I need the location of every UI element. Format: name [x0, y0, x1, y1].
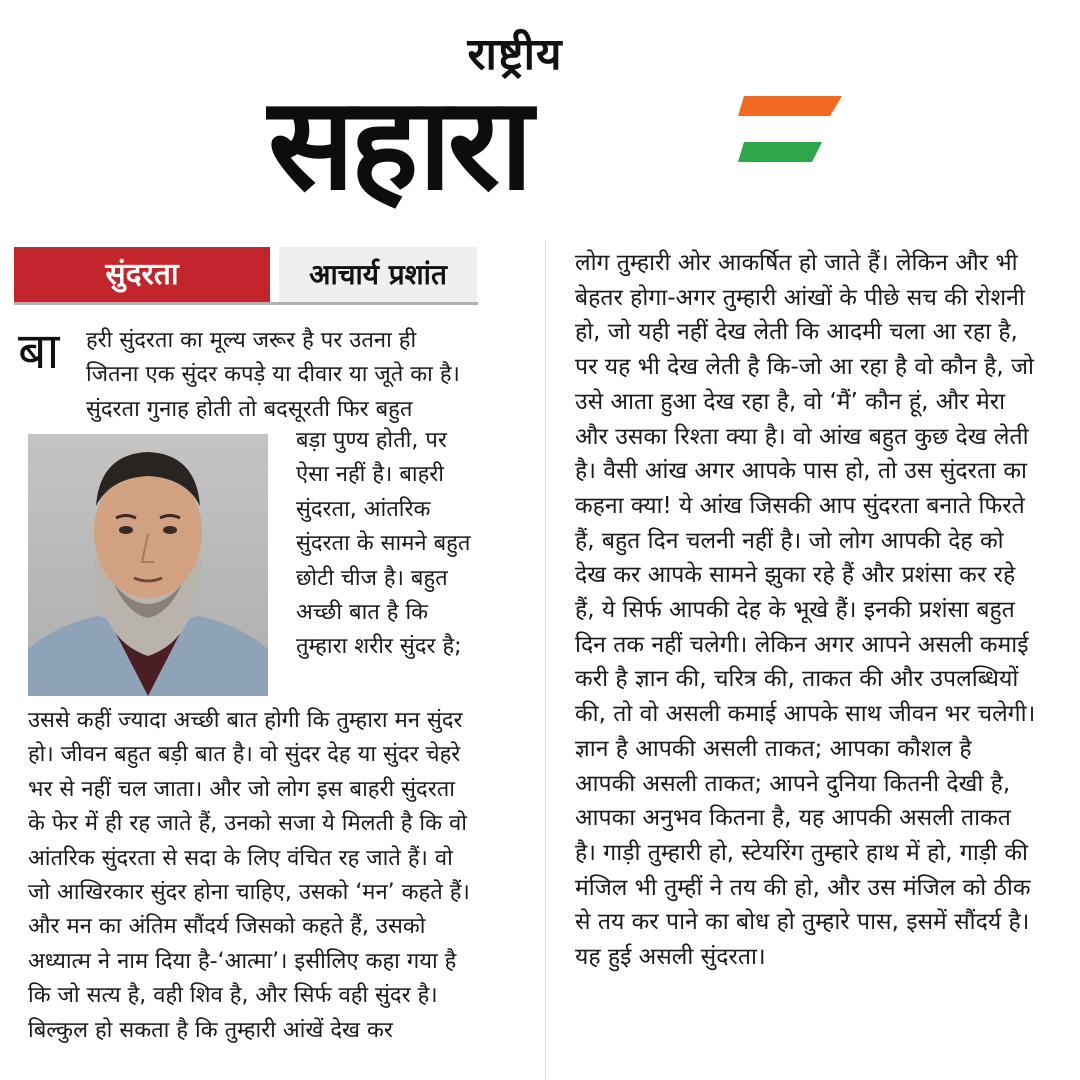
masthead-small-title: राष्ट्रीय [467, 29, 563, 80]
tricolor-flag-icon [738, 92, 848, 172]
author-name: आचार्य प्रशांत [279, 247, 477, 302]
drop-cap: बा [18, 322, 60, 380]
column-divider [545, 240, 546, 1080]
article-left-column: उससे कहीं ज्यादा अच्छी बात होगी कि तुम्हारा मन सुंदर हो। जीवन बहुत बड़ी बात है। वो सुंदर देह या सुंदर चेहरे भर से नहीं चल जाता। और जो लोग इस बाहरी सुंदरता के फेर में ही रह जाते हैं, उनको सजा ये मिलती है कि वो आंतरिक सुंदरता से सदा के लिए वंचित रह जाते हैं। वो जो आखिरकार सुंदर होना चाहिए, उसको ‘मन’ कहते हैं। और मन का अंतिम सौंदर्य जिसको कहते हैं, उसको अध्यात्म ने नाम दिया है-‘आत्मा’। इसीलिए कहा गया है कि जो सत्य है, वही शिव है, और सिर्फ वही सुंदर है। बिल्कुल हो सकता है कि तुम्हारी आंखें देख कर [28, 708, 470, 1043]
masthead [0, 0, 1080, 240]
author-photo [28, 434, 268, 696]
article-right-column: लोग तुम्हारी ओर आकर्षित हो जाते हैं। लेकिन और भी बेहतर होगा-अगर तुम्हारी आंखों के पीछे सच की रोशनी हो, जो यही नहीं देख लेती कि आदमी चला आ रहा है, पर यह भी देख लेती है कि-जो आ रहा है वो कौन है, जो उसे आता हुआ देख रहा है, वो ‘मैं’ कौन हूं, और मेरा और उसका रिश्ता क्या है। वो आंख बहुत कुछ देख लेती है। वैसी आंख अगर आपके पास हो, तो उस सुंदरता का कहना क्या! ये आंख जिसकी आप सुंदरता बनाते फिरते हैं, बहुत दिन चलनी नहीं है। जो लोग आपकी देह को देख कर आपके सामने झुका रहे हैं और प्रशंसा कर रहे हैं, ये सिर्फ आपकी देह के भूखे हैं। इनकी प्रशंसा बहुत दिन तक नहीं चलेगी। लेकिन अगर आपने असली कमाई करी है ज्ञान की, चरित्र की, ताकत की और उपलब्धियों की, तो वो असली कमाई आपके साथ जीवन भर चलेगी। ज्ञान है आपकी असली ताकत; आपका कौशल है आपकी असली ताकत; आपने दुनिया कितनी देखी है, आपका अनुभव कितना है, यह आपकी असली ताकत है। गाड़ी तुम्हारी हो, स्टेयरिंग तुम्हारे हाथ में हो, गाड़ी की मंजिल भी तुम्हीं ने तय की हो, और उस मंजिल को ठीक से तय कर पाने का बोध हो तुम्हारे पास, इसमें सौंदर्य है। यह हुई असली सुंदरता। [575, 250, 1036, 971]
masthead-logo-title: सहारा [268, 70, 530, 219]
text-beside-photo: बड़ा पुण्य होती, पर ऐसा नहीं है। बाहरी सुंदरता, आंतरिक सुंदरता के सामने बहुत छोटी चीज है। बहुत अच्छी बात है कि तुम्हारा शरीर सुंदर है; [296, 428, 471, 660]
portrait-photo-icon [28, 434, 268, 696]
section-tag: सुंदरता [14, 247, 270, 302]
section-divider [14, 302, 478, 305]
article-intro-paragraph: हरी सुंदरता का मूल्य जरूर है पर उतना ही जितना एक सुंदर कपड़े या दीवार या जूते का है। सुंदरता गुनाह होती तो बदसूरती फिर बहुत [86, 328, 460, 422]
